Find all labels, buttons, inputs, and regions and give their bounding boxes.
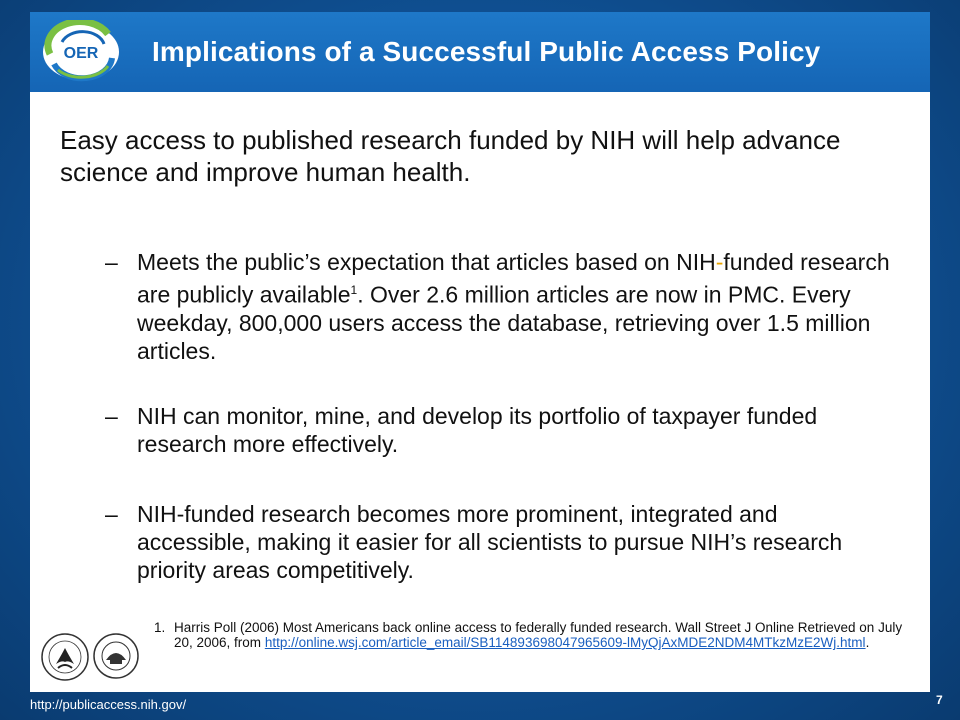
title-bar <box>30 12 930 92</box>
lead-statement: Easy access to published research funded by NIH will help advance science and improve human health. <box>60 125 841 187</box>
footnote-text: Harris Poll (2006) Most Americans back online access to federally funded research. Wall Street J Online Retrieved on July 20, 2006, from http://online.wsj.com/article_email/SB114893698047965609-lMyQjAxMDE2NDM4MTkzMzE2Wj.html. <box>174 620 903 650</box>
slide-title: Implications of a Successful Public Access Policy <box>152 36 821 67</box>
footnote-ref: 1 <box>350 283 358 297</box>
bullet-text: Meets the public’s expectation that articles based on NIH-funded research are publicly available$^1$. Over 2.6 million articles are now in PMC. Every weekday, 800,000 users access the database, retrieving over 1.5 million articles. <box>137 249 890 364</box>
bullet-text: NIH can monitor, mine, and develop its portfolio of taxpayer funded research more effectively. <box>137 403 818 457</box>
footer-url: http://publicaccess.nih.gov/ <box>30 697 187 712</box>
footnote-number: 1. <box>154 620 166 635</box>
hhs-seal-icon <box>40 632 90 682</box>
footnote-link[interactable]: http://online.wsj.com/article_email/SB114893698047965609-lMyQjAxMDE2NDM4MTkzMzE2Wj.html <box>264 635 866 650</box>
page-number: 7 <box>936 693 943 707</box>
bullet-dash: – <box>105 501 118 527</box>
slide <box>30 12 930 692</box>
bullet-text: NIH-funded research becomes more prominent, integrated and accessible, making it easier for all scientists to pursue NIH’s research priority areas competitively. <box>137 501 843 583</box>
accent-hyphen: - <box>715 249 724 275</box>
oer-logo <box>38 20 124 84</box>
bullet-dash: – <box>105 249 118 275</box>
nih-seal-icon <box>92 632 140 680</box>
svg-text:OER: OER <box>63 45 99 62</box>
bullet-dash: – <box>105 403 118 429</box>
